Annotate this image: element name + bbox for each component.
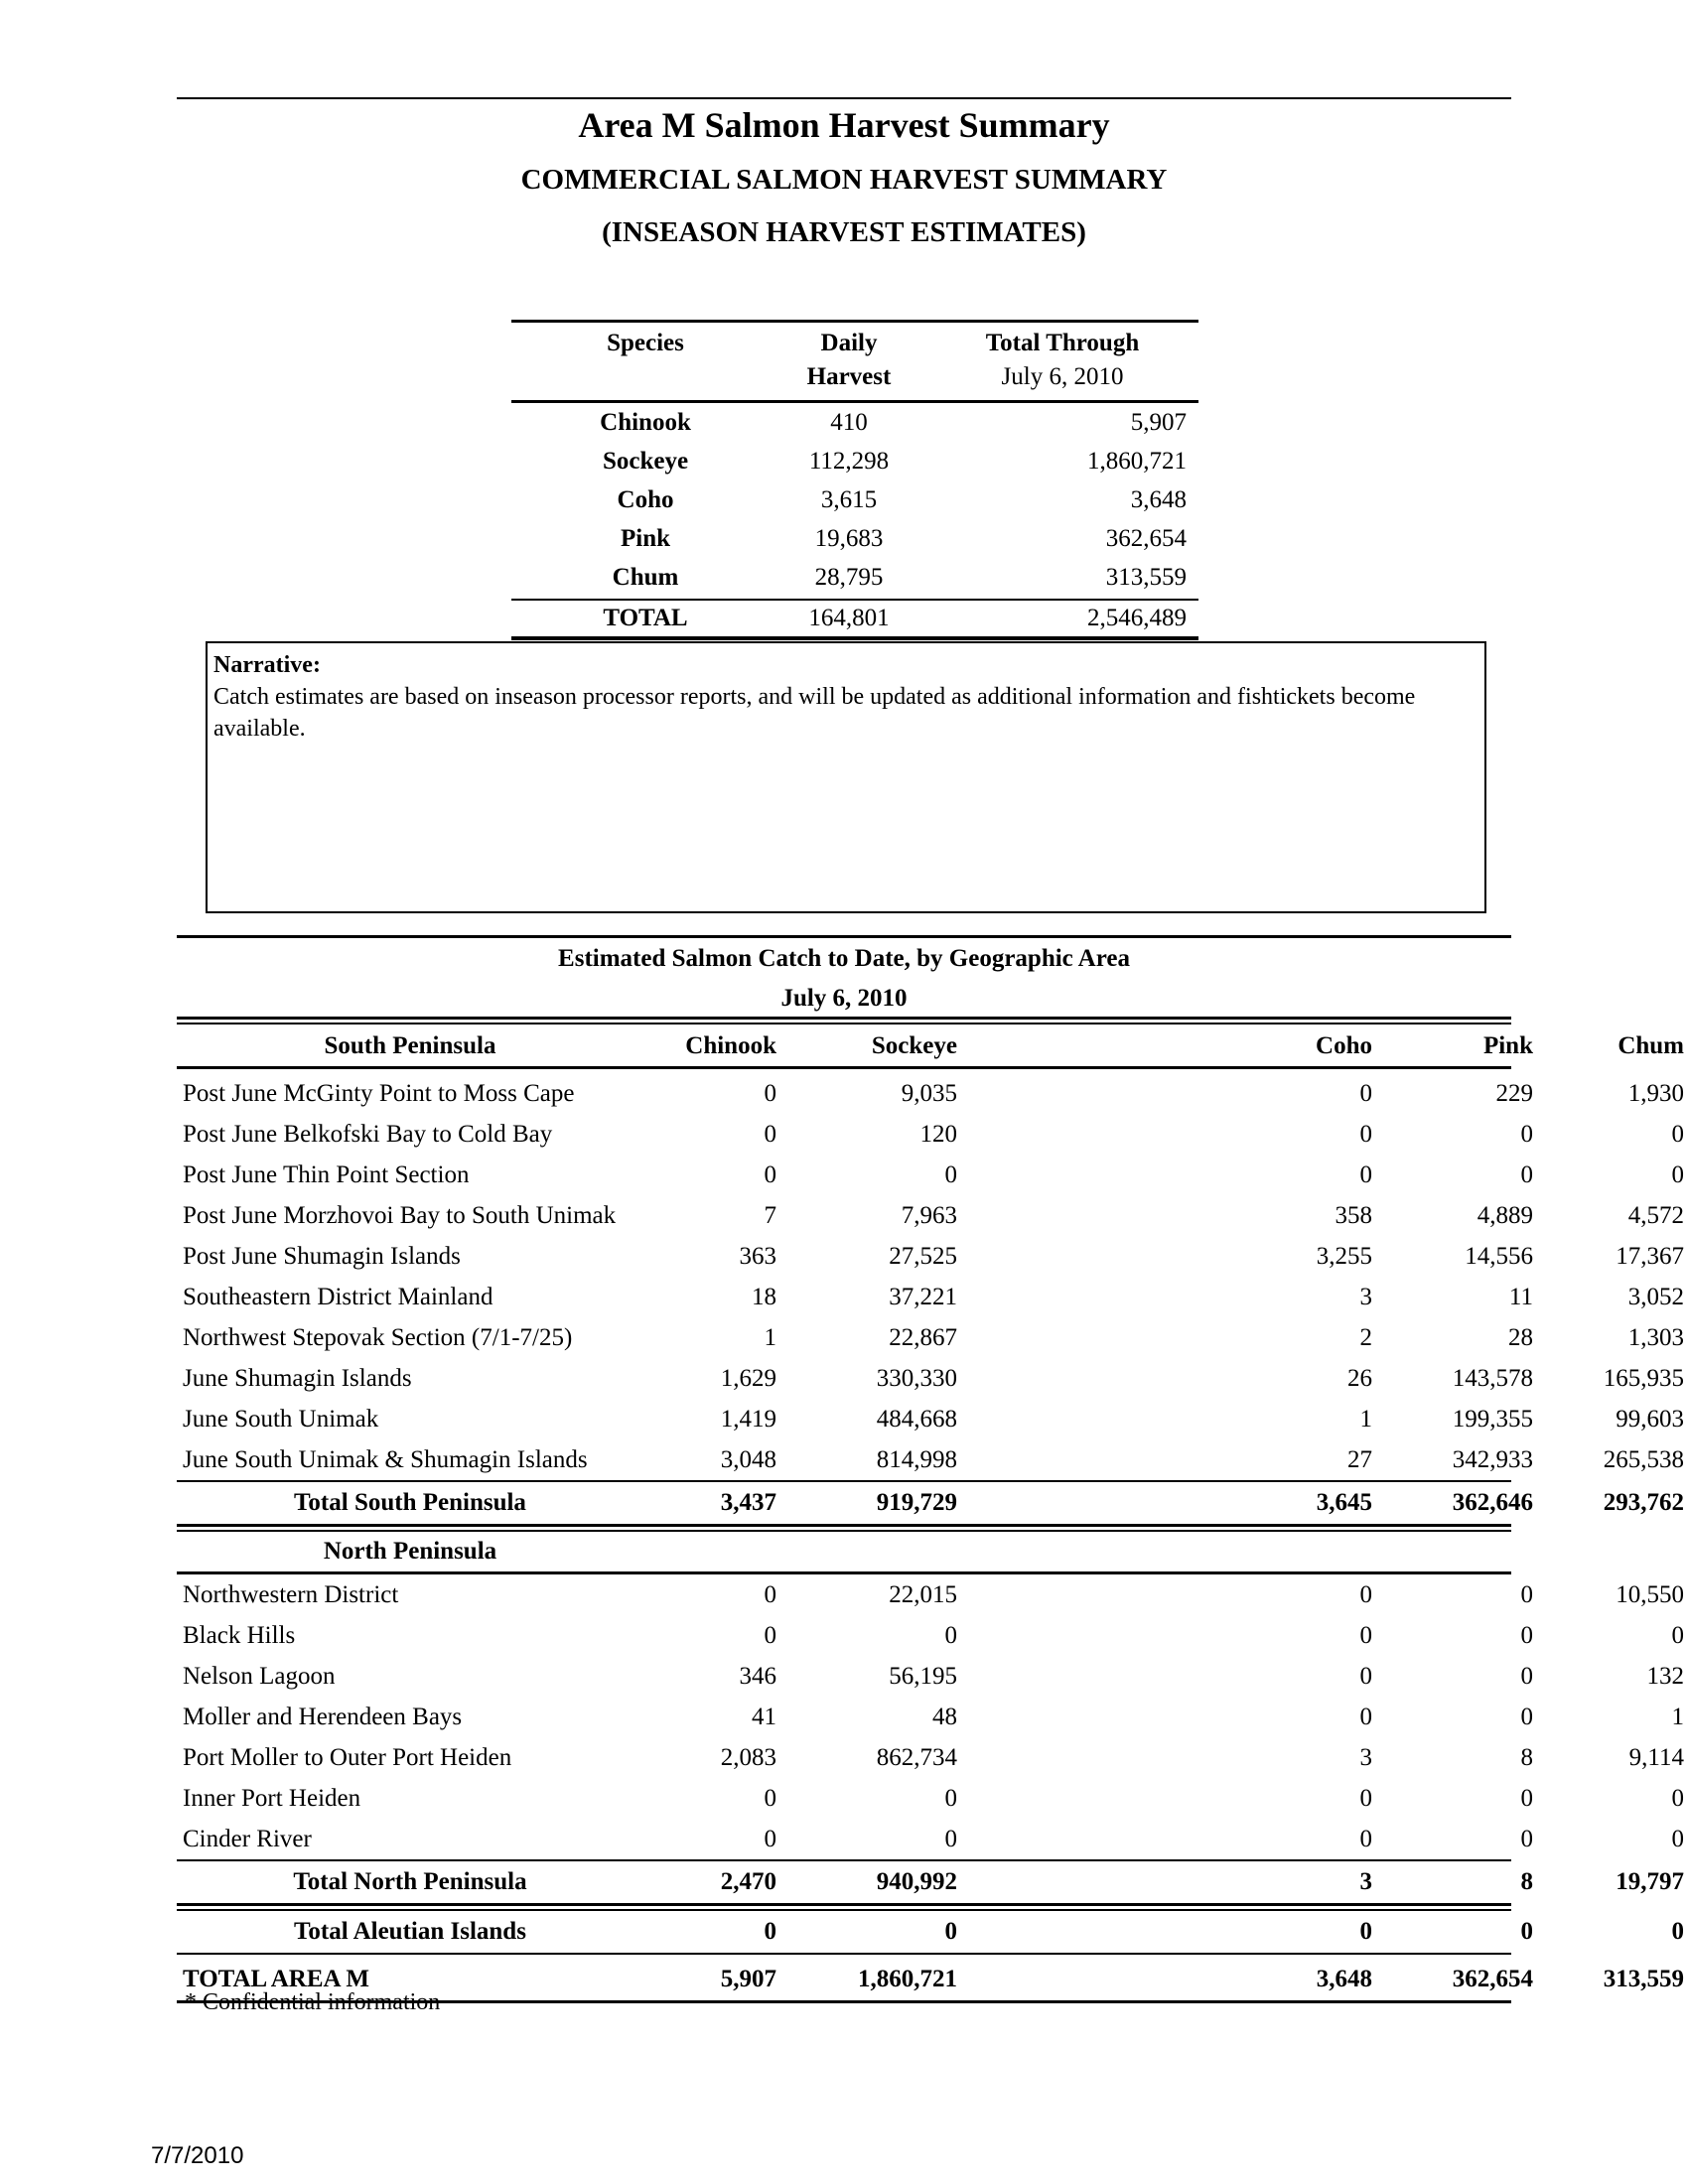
table-row	[177, 1236, 1684, 1277]
table-row	[177, 1114, 1684, 1155]
page-title: Area M Salmon Harvest Summary	[578, 105, 1110, 145]
narrative-label: Narrative:	[213, 652, 321, 678]
table-row	[177, 1399, 1684, 1439]
summary-daily-harvest: 410	[830, 409, 868, 436]
summary-total-label: TOTAL	[603, 605, 688, 631]
area-name: Post June Thin Point Section	[183, 1161, 470, 1188]
area-double-rule	[177, 1017, 1511, 1020]
grand-total-label: TOTAL AREA M	[183, 1966, 370, 1992]
chinook-value: 346	[739, 1663, 776, 1690]
summary-row	[511, 442, 1198, 480]
chum-value: 1,303	[1627, 1324, 1684, 1351]
chinook-value: 0	[764, 1622, 776, 1649]
south-total-pink: 362,646	[1452, 1489, 1533, 1516]
chum-value: 3,052	[1627, 1284, 1684, 1310]
coho-value: 3,255	[1316, 1243, 1372, 1270]
north-total-coho: 3	[1359, 1868, 1372, 1895]
area-name: Northwestern District	[183, 1581, 399, 1608]
area-col-coho: Coho	[1316, 1032, 1372, 1059]
coho-value: 2	[1359, 1324, 1372, 1351]
chinook-value: 18	[752, 1284, 776, 1310]
table-row	[177, 1737, 1684, 1778]
aleutian-total-chum: 0	[1671, 1918, 1684, 1945]
grand-total-pink: 362,654	[1452, 1966, 1533, 1992]
chinook-value: 41	[752, 1704, 776, 1730]
coho-value: 0	[1359, 1785, 1372, 1812]
chum-value: 10,550	[1616, 1581, 1684, 1608]
sockeye-value: 22,867	[889, 1324, 957, 1351]
south-total-coho: 3,645	[1316, 1489, 1372, 1516]
area-name: Northwest Stepovak Section (7/1-7/25)	[183, 1324, 573, 1351]
chum-value: 265,538	[1603, 1446, 1684, 1473]
coho-value: 0	[1359, 1704, 1372, 1730]
north-peninsula-heading: North Peninsula	[323, 1538, 497, 1565]
chum-value: 132	[1646, 1663, 1684, 1690]
aleutian-total-coho: 0	[1359, 1918, 1372, 1945]
summary-body	[511, 403, 1198, 597]
coho-value: 0	[1359, 1080, 1372, 1107]
area-col-pink: Pink	[1482, 1032, 1533, 1059]
pink-value: 0	[1520, 1826, 1533, 1852]
summary-daily-harvest: 112,298	[808, 448, 890, 475]
summary-total-total: 2,546,489	[1087, 605, 1187, 631]
chinook-value: 363	[739, 1243, 776, 1270]
coho-value: 1	[1359, 1406, 1372, 1433]
south-total-chinook: 3,437	[720, 1489, 776, 1516]
area-col-sockeye: Sockeye	[871, 1032, 957, 1059]
pink-value: 11	[1508, 1284, 1533, 1310]
pink-value: 0	[1520, 1663, 1533, 1690]
area-name: Post June Morzhovoi Bay to South Unimak	[183, 1202, 617, 1229]
summary-total-through: 313,559	[1105, 564, 1187, 591]
sockeye-value: 0	[944, 1785, 957, 1812]
pink-value: 0	[1520, 1121, 1533, 1148]
chinook-value: 1	[764, 1324, 776, 1351]
area-col-chinook: Chinook	[685, 1032, 776, 1059]
area-name: June Shumagin Islands	[183, 1365, 412, 1392]
summary-col-total-2: July 6, 2010	[1001, 363, 1124, 390]
area-table-title: Estimated Salmon Catch to Date, by Geographic Area	[558, 945, 1130, 972]
chinook-value: 0	[764, 1161, 776, 1188]
chinook-value: 7	[764, 1202, 776, 1229]
grand-total-chum: 313,559	[1603, 1966, 1684, 1992]
pink-value: 0	[1520, 1581, 1533, 1608]
top-rule	[177, 97, 1511, 99]
sockeye-value: 48	[932, 1704, 957, 1730]
summary-total-through: 362,654	[1105, 525, 1187, 552]
summary-total-through: 3,648	[1130, 486, 1187, 513]
table-row	[177, 1778, 1684, 1819]
sockeye-value: 56,195	[889, 1663, 957, 1690]
pink-value: 8	[1520, 1744, 1533, 1771]
coho-value: 0	[1359, 1161, 1372, 1188]
table-row	[177, 1195, 1684, 1236]
species-summary-table	[511, 320, 1198, 640]
north-heading-row	[177, 1532, 1511, 1574]
area-table-date: July 6, 2010	[780, 985, 908, 1012]
area-name: Post June McGinty Point to Moss Cape	[183, 1080, 575, 1107]
chum-value: 1,930	[1627, 1080, 1684, 1107]
pink-value: 0	[1520, 1622, 1533, 1649]
pink-value: 28	[1508, 1324, 1533, 1351]
summary-col-species: Species	[607, 330, 684, 356]
table-row	[177, 1277, 1684, 1317]
sockeye-value: 27,525	[889, 1243, 957, 1270]
north-total-pink: 8	[1520, 1868, 1533, 1895]
pink-value: 14,556	[1465, 1243, 1533, 1270]
coho-value: 3	[1359, 1744, 1372, 1771]
aleutian-total-row	[177, 1911, 1684, 1953]
page-subtitle-2: (INSEASON HARVEST ESTIMATES)	[602, 216, 1086, 248]
table-row	[177, 1615, 1684, 1656]
chinook-value: 2,083	[720, 1744, 776, 1771]
summary-total-daily: 164,801	[808, 605, 890, 631]
sockeye-value: 22,015	[889, 1581, 957, 1608]
sockeye-value: 0	[944, 1161, 957, 1188]
sockeye-value: 484,668	[876, 1406, 957, 1433]
grand-total-chinook: 5,907	[720, 1966, 776, 1992]
chum-value: 0	[1671, 1785, 1684, 1812]
sockeye-value: 9,035	[901, 1080, 957, 1107]
summary-daily-harvest: 3,615	[820, 486, 878, 513]
coho-value: 358	[1335, 1202, 1372, 1229]
coho-value: 0	[1359, 1826, 1372, 1852]
summary-col-daily-2: Harvest	[806, 363, 892, 390]
area-col-south-peninsula: South Peninsula	[324, 1032, 496, 1059]
north-total-chinook: 2,470	[720, 1868, 776, 1895]
sockeye-value: 7,963	[901, 1202, 957, 1229]
sockeye-value: 862,734	[876, 1744, 957, 1771]
south-peninsula-rows	[177, 1073, 1684, 1480]
sockeye-value: 120	[919, 1121, 957, 1148]
chum-value: 1	[1671, 1704, 1684, 1730]
chum-value: 0	[1671, 1622, 1684, 1649]
pink-value: 0	[1520, 1785, 1533, 1812]
area-col-chum: Chum	[1618, 1032, 1684, 1059]
table-row	[177, 1439, 1684, 1480]
chinook-value: 1,419	[720, 1406, 776, 1433]
coho-value: 0	[1359, 1121, 1372, 1148]
south-total-label: Total South Peninsula	[294, 1489, 526, 1516]
coho-value: 0	[1359, 1581, 1372, 1608]
aleutian-total-chinook: 0	[764, 1918, 776, 1945]
pink-value: 199,355	[1452, 1406, 1533, 1433]
sockeye-value: 37,221	[889, 1284, 957, 1310]
table-row	[177, 1697, 1684, 1737]
coho-value: 27	[1347, 1446, 1372, 1473]
chinook-value: 3,048	[720, 1446, 776, 1473]
table-row	[177, 1574, 1684, 1615]
summary-species: Sockeye	[602, 448, 689, 475]
north-total-sockeye: 940,992	[876, 1868, 957, 1895]
chinook-value: 0	[764, 1581, 776, 1608]
coho-value: 0	[1359, 1622, 1372, 1649]
summary-row	[511, 519, 1198, 558]
north-peninsula-rows	[177, 1574, 1684, 1859]
sockeye-value: 814,998	[876, 1446, 957, 1473]
chum-value: 99,603	[1616, 1406, 1684, 1433]
chum-value: 0	[1671, 1826, 1684, 1852]
area-double-rule-2	[177, 1023, 1511, 1024]
pink-value: 0	[1520, 1161, 1533, 1188]
area-top-rule	[177, 935, 1511, 938]
sockeye-value: 330,330	[876, 1365, 957, 1392]
area-name: Port Moller to Outer Port Heiden	[183, 1744, 512, 1771]
page-subtitle: COMMERCIAL SALMON HARVEST SUMMARY	[520, 164, 1168, 196]
chum-value: 0	[1671, 1121, 1684, 1148]
table-row	[177, 1358, 1684, 1399]
narrative-box	[206, 641, 1486, 913]
summary-species: Coho	[617, 486, 674, 513]
narrative-text: Catch estimates are based on inseason processor reports, and will be updated as additional information and fishtickets become available.	[213, 684, 1416, 742]
aleutian-total-pink: 0	[1520, 1918, 1533, 1945]
chum-value: 4,572	[1627, 1202, 1684, 1229]
area-name: Southeastern District Mainland	[183, 1284, 493, 1310]
summary-total-row	[511, 599, 1198, 640]
summary-species: Chinook	[600, 409, 691, 436]
summary-total-through: 5,907	[1130, 409, 1187, 436]
chinook-value: 0	[764, 1785, 776, 1812]
area-name: Post June Shumagin Islands	[183, 1243, 461, 1270]
chinook-value: 0	[764, 1826, 776, 1852]
area-name: Black Hills	[183, 1622, 296, 1649]
summary-species: Chum	[612, 564, 679, 591]
summary-daily-harvest: 19,683	[814, 525, 884, 552]
summary-species: Pink	[620, 525, 671, 552]
south-total-row	[177, 1482, 1684, 1524]
pink-value: 143,578	[1452, 1365, 1533, 1392]
area-name: Post June Belkofski Bay to Cold Bay	[183, 1121, 553, 1148]
summary-row	[511, 403, 1198, 442]
coho-value: 3	[1359, 1284, 1372, 1310]
chinook-value: 0	[764, 1121, 776, 1148]
table-row	[177, 1073, 1684, 1114]
aleutian-total-label: Total Aleutian Islands	[294, 1918, 526, 1945]
coho-value: 26	[1347, 1365, 1372, 1392]
chum-value: 0	[1671, 1161, 1684, 1188]
south-total-sockeye: 919,729	[876, 1489, 957, 1516]
summary-daily-harvest: 28,795	[814, 564, 884, 591]
chinook-value: 1,629	[720, 1365, 776, 1392]
grand-total-sockeye: 1,860,721	[858, 1966, 957, 1992]
summary-col-daily: Daily	[820, 330, 878, 356]
chinook-value: 0	[764, 1080, 776, 1107]
aleutian-total-sockeye: 0	[944, 1918, 957, 1945]
area-name: Moller and Herendeen Bays	[183, 1704, 463, 1730]
area-name: Cinder River	[183, 1826, 312, 1852]
area-table	[177, 1026, 1684, 2003]
area-name: June South Unimak	[183, 1406, 379, 1433]
south-total-chum: 293,762	[1603, 1489, 1684, 1516]
chum-value: 17,367	[1616, 1243, 1684, 1270]
table-row	[177, 1317, 1684, 1358]
area-name: Inner Port Heiden	[183, 1785, 361, 1812]
north-total-row	[177, 1861, 1684, 1903]
sockeye-value: 0	[944, 1622, 957, 1649]
table-row	[177, 1155, 1684, 1195]
summary-total-through: 1,860,721	[1087, 448, 1187, 475]
summary-row	[511, 480, 1198, 519]
table-row	[177, 1819, 1684, 1859]
pink-value: 342,933	[1452, 1446, 1533, 1473]
sockeye-value: 0	[944, 1826, 957, 1852]
confidential-footnote: * Confidential information	[185, 1989, 441, 2015]
pink-value: 4,889	[1477, 1202, 1533, 1229]
summary-row	[511, 558, 1198, 597]
print-date: 7/7/2010	[151, 2142, 244, 2169]
north-total-label: Total North Peninsula	[293, 1868, 527, 1895]
pink-value: 229	[1495, 1080, 1533, 1107]
summary-col-total: Total Through	[985, 330, 1140, 356]
north-total-chum: 19,797	[1616, 1868, 1684, 1895]
summary-header	[511, 320, 1198, 403]
table-row	[177, 1656, 1684, 1697]
chum-value: 9,114	[1628, 1744, 1684, 1771]
area-name: June South Unimak & Shumagin Islands	[183, 1446, 588, 1473]
chum-value: 165,935	[1603, 1365, 1684, 1392]
coho-value: 0	[1359, 1663, 1372, 1690]
area-name: Nelson Lagoon	[183, 1663, 336, 1690]
area-header-row	[177, 1026, 1684, 1069]
pink-value: 0	[1520, 1704, 1533, 1730]
grand-total-coho: 3,648	[1316, 1966, 1372, 1992]
